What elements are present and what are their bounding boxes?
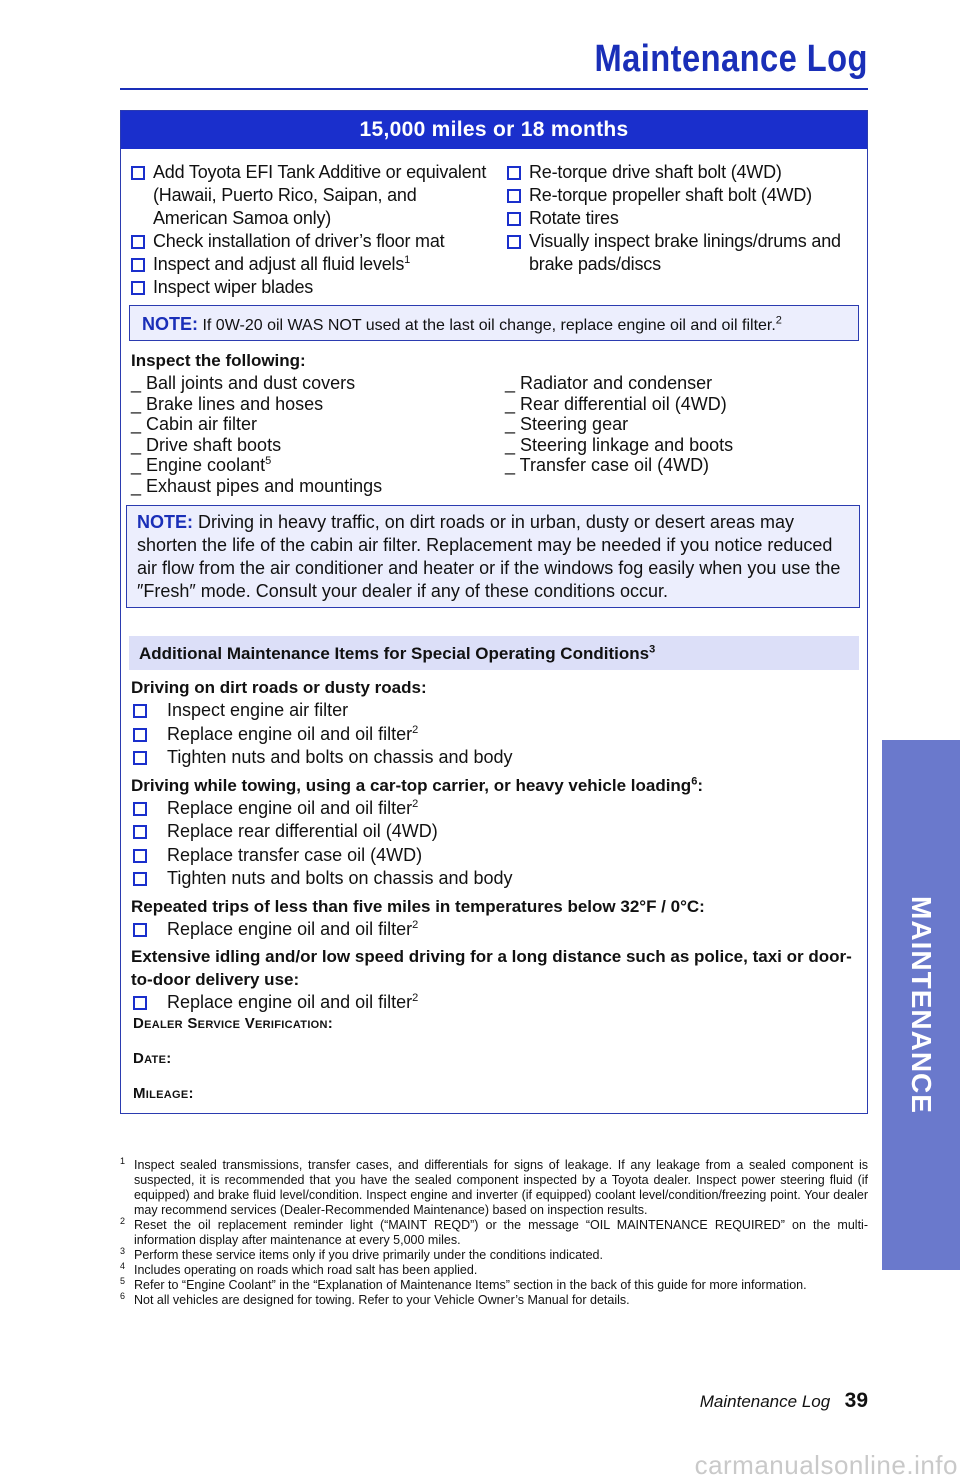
note-text: If 0W-20 oil WAS NOT used at the last oil change, replace engine oil and oil filter. [202, 317, 776, 334]
footnote-ref: 2 [412, 918, 419, 931]
footnote-text: Inspect sealed transmissions, transfer cases, and differentials for signs of leakage. If any leakage from a sealed component is suspected, it is recommended that you have the sealed component inspected by a Toyota dealer. Inspect power steering fluid (if equipped) and brake fluid level/condition. Inspect engine and inverter (if equipped) coolant level/condition/freezing point. Your dealer may recommend services (Dealer-Recommended Maintenance) based on inspection results. [134, 1158, 868, 1217]
checkbox[interactable] [133, 996, 147, 1010]
footnote-number: 5 [120, 1276, 126, 1286]
checklist-item [131, 918, 859, 942]
additional-heading-text: Additional Maintenance Items for Special Operating Conditions [139, 644, 650, 663]
inspect-item: _ Cabin air filter [131, 414, 258, 434]
checklist-item [497, 207, 857, 230]
checkbox[interactable] [133, 728, 147, 742]
inspect-item: _ Brake lines and hoses [131, 393, 324, 414]
footnote-number: 1 [120, 1156, 126, 1166]
dealer-verification-label: Dealer Service Verification: [133, 1015, 334, 1032]
page-title: Maintenance Log [594, 38, 868, 80]
inspect-item: _ Radiator and condenser [505, 373, 713, 393]
checklist-item-label: Replace engine oil and oil filter [167, 723, 413, 744]
footnote-ref: 1 [404, 254, 411, 266]
inspect-item: _ Rear differential oil (4WD) [505, 393, 727, 414]
checklist-item-label: Replace engine oil and oil filter [167, 992, 413, 1012]
checkbox[interactable] [507, 189, 521, 203]
footnote-number: 3 [120, 1246, 126, 1256]
checklist-item [131, 844, 859, 868]
checkbox[interactable] [133, 704, 147, 718]
checkbox[interactable] [133, 751, 147, 765]
checkbox[interactable] [507, 212, 521, 226]
footnote-text: Perform these service items only if you drive primarily under the conditions indicated. [134, 1248, 603, 1262]
inspect-item: _ Ball joints and dust covers [131, 373, 356, 393]
footer-label: Maintenance Log [699, 1392, 831, 1411]
checklist-item [121, 161, 491, 230]
oil-note [129, 305, 859, 341]
checklist-item [497, 161, 857, 184]
checklist-item-label: Tighten nuts and bolts on chassis and body [167, 747, 513, 767]
footnote [120, 1293, 868, 1308]
checkbox[interactable] [131, 235, 145, 249]
heading-colon: : [697, 775, 703, 795]
condition-heading: Repeated trips of less than five miles in temperatures below 32°F / 0°C: [131, 896, 705, 916]
inspect-item-row [131, 455, 491, 476]
watermark: carmanualsonline.info [694, 1450, 958, 1480]
checkbox[interactable] [133, 849, 147, 863]
inspect-heading: Inspect the following: [131, 351, 306, 370]
inspect-item: _ Engine coolant [131, 455, 266, 475]
condition-heading: Driving on dirt roads or dusty roads: [131, 678, 427, 697]
section-side-tab [882, 740, 960, 1270]
footnote [120, 1158, 868, 1218]
checklist-item [131, 820, 859, 844]
title-divider [120, 88, 868, 90]
checklist-item [121, 230, 491, 253]
interval-items-left [121, 161, 491, 299]
footnote-ref: 2 [412, 723, 419, 736]
footnote-ref: 3 [649, 643, 656, 656]
checkbox[interactable] [131, 166, 145, 180]
checklist-item-label: Inspect and adjust all fluid levels [153, 254, 405, 274]
inspect-list-left [131, 373, 491, 496]
checklist-item [131, 797, 859, 821]
footnote [120, 1248, 868, 1263]
checklist-item-label: Re-torque propeller shaft bolt (4WD) [529, 185, 812, 205]
date-label: Date: [133, 1050, 172, 1067]
checklist-item [121, 253, 491, 276]
side-tab-label: MAINTENANCE [906, 896, 937, 1114]
checklist-item-label: Check installation of driver’s floor mat [153, 231, 445, 251]
checkbox[interactable] [133, 802, 147, 816]
footnote-number: 4 [120, 1261, 126, 1271]
interval-header: 15,000 miles or 18 months [121, 111, 867, 149]
checklist-item-label: Replace rear differential oil (4WD) [167, 821, 438, 841]
checklist-item-label: Inspect engine air filter [167, 700, 349, 720]
footnote-text: Reset the oil replacement reminder light (“MAINT REQD”) or the message “OIL MAINTENANCE REQUIRED” on the multi-information display after maintenance at every 5,000 miles. [134, 1218, 868, 1247]
condition-heading-text: Driving while towing, using a car-top carrier, or heavy vehicle loading [131, 775, 692, 795]
checklist-item [131, 991, 859, 1015]
footnote-ref: 2 [412, 797, 419, 810]
checklist-item-label: Replace transfer case oil (4WD) [167, 844, 423, 865]
condition-heading [131, 774, 859, 797]
special-conditions [131, 676, 859, 1015]
footnote-ref: 2 [412, 992, 419, 1004]
checkbox[interactable] [131, 281, 145, 295]
checkbox[interactable] [133, 923, 147, 937]
inspect-item: _ Drive shaft boots [131, 434, 282, 455]
cabin-filter-note [126, 505, 860, 608]
checklist-item [131, 746, 859, 770]
footnote [120, 1278, 868, 1293]
checklist-item [121, 276, 491, 299]
checklist-item-label: Replace engine oil and oil filter [167, 918, 413, 939]
note-text: Driving in heavy traffic, on dirt roads or in urban, dusty or desert areas may shorten the life of the cabin air filter. Replacement may be needed if you notice reduced air flow from the air conditioner and heater or if the windows fog easily when you use the ″Fresh″ mode. Consult your dealer if any of these conditions occur. [137, 512, 841, 601]
interval-items-right [497, 161, 857, 276]
checkbox[interactable] [133, 825, 147, 839]
mileage-label: Mileage: [133, 1085, 194, 1102]
checkbox[interactable] [507, 166, 521, 180]
note-label: NOTE: [142, 314, 198, 334]
page-footer [700, 1389, 868, 1413]
inspect-item: _ Steering gear [505, 414, 629, 434]
inspect-item: _ Exhaust pipes and mountings [131, 475, 383, 496]
inspect-item: _ Transfer case oil (4WD) [505, 455, 710, 475]
footnotes [120, 1158, 868, 1308]
additional-items-heading [129, 636, 859, 670]
checkbox[interactable] [507, 235, 521, 249]
checklist-item [497, 184, 857, 207]
footnote-number: 2 [120, 1216, 126, 1226]
maintenance-interval-box [120, 110, 868, 1114]
footnote-ref: 2 [775, 314, 782, 327]
footnote-number: 6 [120, 1291, 126, 1301]
footnote-text: Not all vehicles are designed for towing. Refer to your Vehicle Owner’s Manual for details. [134, 1293, 630, 1307]
footnote-ref: 6 [691, 774, 698, 787]
checklist-item-label: Tighten nuts and bolts on chassis and body [167, 868, 513, 888]
inspect-item: _ Steering linkage and boots [505, 434, 734, 455]
checkbox[interactable] [133, 872, 147, 886]
checklist-item-label: Replace engine oil and oil filter [167, 797, 413, 818]
footnote-text: Refer to “Engine Coolant” in the “Explanation of Maintenance Items” section in the back of this guide for more information. [134, 1278, 807, 1292]
checklist-item-label: Add Toyota EFI Tank Additive or equivalent (Hawaii, Puerto Rico, Saipan, and American Samoa only) [153, 162, 487, 228]
footnote-text: Includes operating on roads which road salt has been applied. [134, 1263, 478, 1277]
footnote [120, 1218, 868, 1248]
checklist-item [131, 723, 859, 747]
condition-heading: Extensive idling and/or low speed driving for a long distance such as police, taxi or door-to-door delivery use: [131, 947, 852, 989]
checklist-item [131, 699, 859, 723]
footnote [120, 1263, 868, 1278]
inspect-list-right [505, 373, 855, 476]
checkbox[interactable] [131, 258, 145, 272]
checklist-item-label: Visually inspect brake linings/drums and brake pads/discs [529, 231, 841, 274]
checklist-item-label: Inspect wiper blades [153, 277, 314, 297]
checklist-item [497, 230, 857, 276]
checklist-item [131, 867, 859, 891]
note-label: NOTE: [137, 512, 193, 532]
dealer-verification [133, 1015, 333, 1120]
checklist-item-label: Rotate tires [529, 208, 619, 228]
footnote-ref: 5 [265, 455, 272, 467]
page-number: 39 [844, 1389, 868, 1412]
checklist-item-label: Re-torque drive shaft bolt (4WD) [529, 162, 782, 182]
